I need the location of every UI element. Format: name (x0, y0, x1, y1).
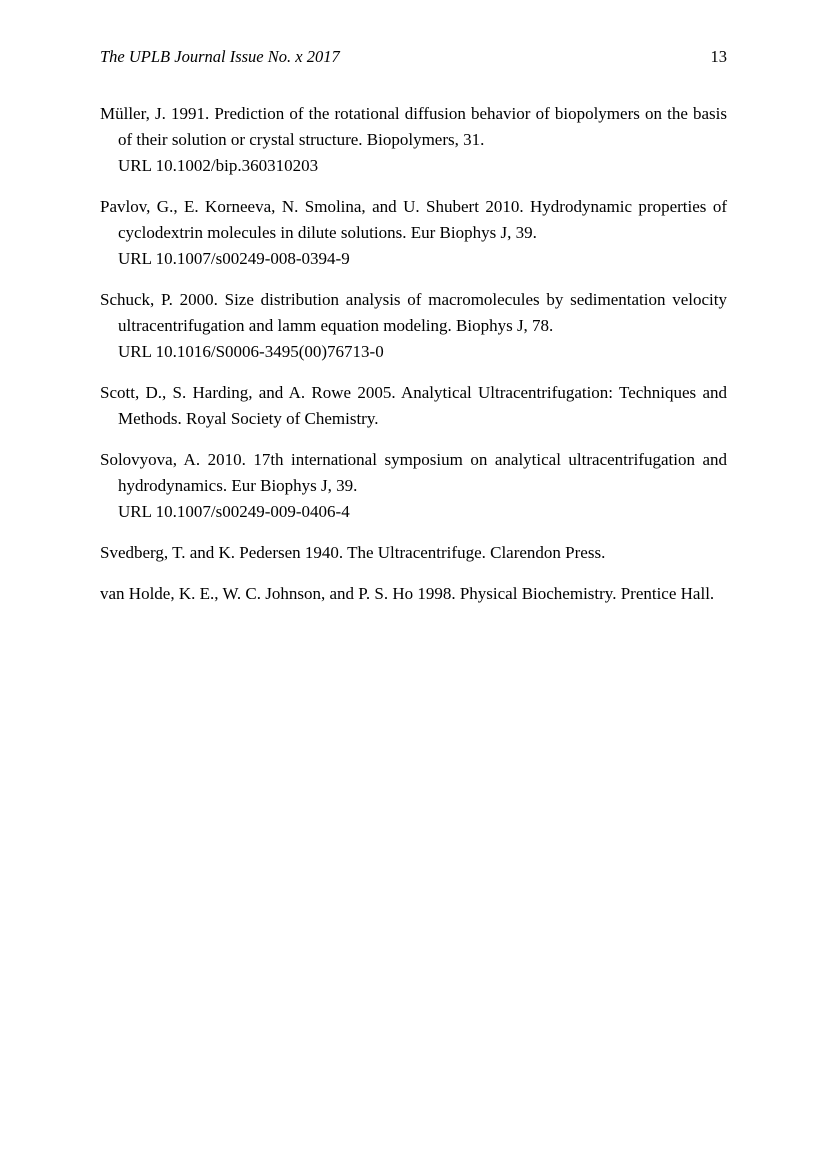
reference-text: Solovyova, A. 2010. 17th international symposium on analytical ultracentrifugation and hydrodynamics. Eur Biophys J, 39. (100, 450, 727, 495)
reference-entry (100, 581, 727, 607)
reference-text: Svedberg, T. and K. Pedersen 1940. The Ultracentrifuge. Clarendon Press. (100, 543, 606, 562)
reference-text: Müller, J. 1991. Prediction of the rotational diffusion behavior of biopolymers on the basis of their solution or crystal structure. Biopolymers, 31. (100, 104, 727, 149)
reference-entry (100, 101, 727, 179)
references-list (100, 101, 727, 622)
reference-text: van Holde, K. E., W. C. Johnson, and P. S. Ho 1998. Physical Biochemistry. Prentice Hall. (100, 584, 715, 603)
reference-url: URL 10.1007/s00249-008-0394-9 (118, 249, 350, 268)
running-head (100, 47, 727, 67)
reference-entry (100, 194, 727, 272)
reference-text: Schuck, P. 2000. Size distribution analysis of macromolecules by sedimentation velocity ultracentrifugation and lamm equation modeling. Biophys J, 78. (100, 290, 727, 335)
reference-entry (100, 447, 727, 525)
reference-url: URL 10.1002/bip.360310203 (118, 156, 319, 175)
reference-text: Pavlov, G., E. Korneeva, N. Smolina, and U. Shubert 2010. Hydrodynamic properties of cyclodextrin molecules in dilute solutions. Eur Biophys J, 39. (100, 197, 727, 242)
reference-entry (100, 380, 727, 432)
reference-entry (100, 540, 727, 566)
journal-title: The UPLB Journal Issue No. x 2017 (100, 47, 340, 66)
reference-entry (100, 287, 727, 365)
reference-url: URL 10.1007/s00249-009-0406-4 (118, 502, 350, 521)
reference-text: Scott, D., S. Harding, and A. Rowe 2005. Analytical Ultracentrifugation: Techniques and Methods. Royal Society of Chemistry. (100, 383, 727, 428)
page-number: 13 (710, 47, 727, 66)
reference-url: URL 10.1016/S0006-3495(00)76713-0 (118, 342, 384, 361)
